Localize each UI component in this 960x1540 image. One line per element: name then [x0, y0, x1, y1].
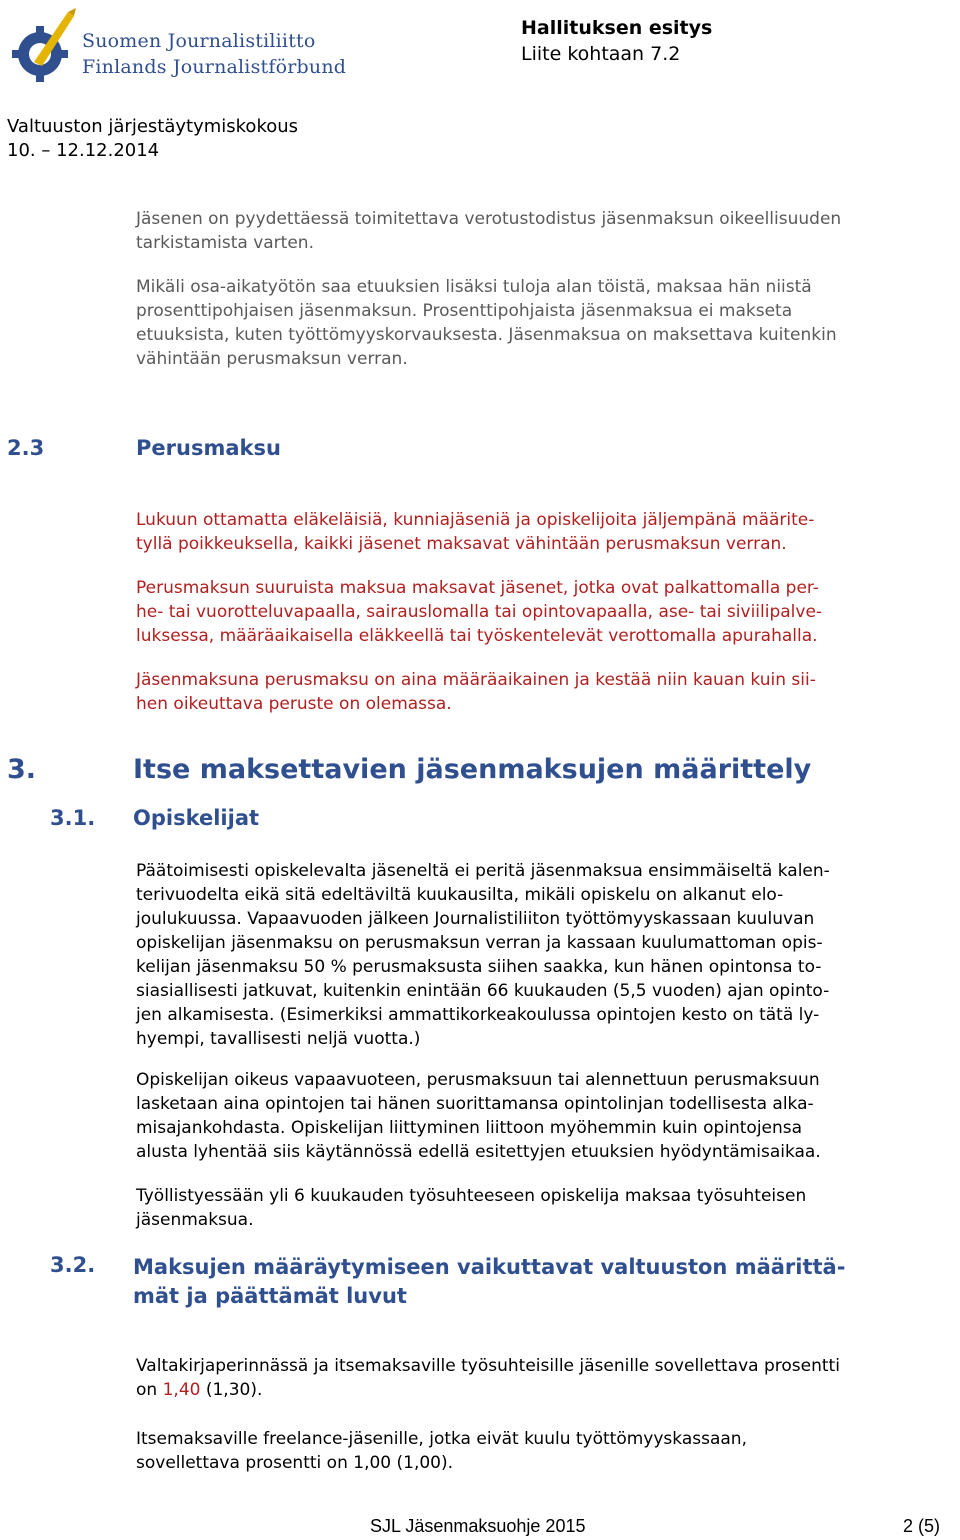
section-2-3-paragraph-2 [136, 576, 956, 648]
org-name-swedish: Finlands Journalistförbund [82, 56, 347, 78]
meeting-date: 10. – 12.12.2014 [7, 140, 160, 161]
text-line: tarkistamista varten. [136, 233, 314, 253]
text-line: hyempi, tavallisesti neljä vuotta.) [136, 1029, 421, 1049]
document-subtitle: Liite kohtaan 7.2 [521, 43, 681, 65]
text-line: Jäsenmaksuna perusmaksu on aina määräaikainen ja kestää niin kauan kuin sii- [136, 670, 816, 690]
section-2-3-paragraph-3 [136, 668, 956, 716]
text-line: Perusmaksun suuruista maksua maksavat jäsenet, jotka ovat palkattomalla per- [136, 578, 819, 598]
text-line: etuuksista, kuten työttömyyskorvauksesta. Jäsenmaksua on maksettava kuitenkin [136, 325, 837, 345]
text-line: Päätoimisesti opiskelevalta jäseneltä ei peritä jäsenmaksua ensimmäiseltä kalen- [136, 861, 830, 881]
text-line: Jäsenen on pyydettäessä toimitettava verotustodistus jäsenmaksun oikeellisuuden [136, 209, 842, 229]
section-3-1-paragraph-2 [136, 1068, 956, 1164]
text-line: vähintään perusmaksun verran. [136, 349, 408, 369]
footer-page-number: 2 (5) [903, 1516, 941, 1536]
text-line: luksessa, määräaikaisella eläkkeellä tai työskentelevät verottomalla apurahalla. [136, 626, 818, 646]
intro-paragraph-2 [136, 275, 956, 371]
text-line: Opiskelijan oikeus vapaavuoteen, perusmaksuun tai alennettuun perusmaksuun [136, 1070, 820, 1090]
text-line: sovellettava prosentti on 1,00 (1,00). [136, 1453, 454, 1473]
text-line: Mikäli osa-aikatyötön saa etuuksien lisäksi tuloja alan töistä, maksaa hän niistä [136, 277, 812, 297]
text-fragment: (1,30). [200, 1380, 263, 1400]
text-line: Lukuun ottamatta eläkeläisiä, kunniajäseniä ja opiskelijoita jäljempänä määrite- [136, 510, 815, 530]
document-title: Hallituksen esitys [521, 17, 713, 39]
section-number: 3.1. [50, 806, 96, 830]
text-line: prosenttipohjaisen jäsenmaksun. Prosenttipohjaista jäsenmaksua ei makseta [136, 301, 793, 321]
section-3-2-paragraph-2 [136, 1427, 956, 1475]
title-line: Maksujen määräytymiseen vaikuttavat valtuuston määrittä- [133, 1255, 846, 1279]
intro-paragraph-1 [136, 207, 956, 255]
text-line: tyllä poikkeuksella, kaikki jäsenet maksavat vähintään perusmaksun verran. [136, 534, 787, 554]
quill-gear-icon [12, 8, 76, 82]
text-line [136, 1378, 956, 1402]
section-title: Opiskelijat [133, 806, 260, 830]
section-title: Itse maksettavien jäsenmaksujen määrittely [133, 754, 812, 785]
section-title: Perusmaksu [136, 436, 281, 460]
section-2-3-paragraph-1 [136, 508, 956, 556]
footer-document-name: SJL Jäsenmaksuohje 2015 [370, 1516, 586, 1536]
text-line: alusta lyhentää siis käytännössä edellä esitettyjen etuuksien hyödyntämisaikaa. [136, 1142, 821, 1162]
text-line: joulukuussa. Vapaavuoden jälkeen Journalistiliiton työttömyyskassaan kuuluvan [136, 909, 815, 929]
text-line: jäsenmaksua. [136, 1210, 254, 1230]
section-number: 2.3 [7, 436, 45, 460]
text-line: kelijan jäsenmaksu 50 % perusmaksusta siihen saakka, kun hänen opintonsa to- [136, 957, 822, 977]
title-line: mät ja päättämät luvut [133, 1284, 407, 1308]
text-line: jen alkamisesta. (Esimerkiksi ammattikorkeakoulussa opintojen kesto on tätä ly- [136, 1005, 820, 1025]
text-line: he- tai vuorotteluvapaalla, sairauslomalla tai opintovapaalla, ase- tai siviilipalve- [136, 602, 823, 622]
text-line: Valtakirjaperinnässä ja itsemaksaville työsuhteisille jäsenille sovellettava prosentti [136, 1356, 840, 1376]
section-3-1-paragraph-3 [136, 1184, 956, 1232]
section-3-2-paragraph-1 [136, 1354, 956, 1402]
text-line: opiskelijan jäsenmaksu on perusmaksun verran ja kassaan kuulumattoman opis- [136, 933, 823, 953]
text-line: terivuodelta eikä sitä edeltäviltä kuukausilta, mikäli opiskelu on alkanut elo- [136, 885, 784, 905]
text-line: hen oikeuttava peruste on olemassa. [136, 694, 452, 714]
meeting-name: Valtuuston järjestäytymiskokous [7, 116, 299, 137]
text-line: lasketaan aina opintojen tai hänen suorittamansa opintolinjan todellisesta alka- [136, 1094, 814, 1114]
section-title [133, 1253, 953, 1311]
text-line: Työllistyessään yli 6 kuukauden työsuhteeseen opiskelija maksaa työsuhteisen [136, 1186, 807, 1206]
text-line: misajankohdasta. Opiskelijan liittyminen liittoon myöhemmin kuin opintojensa [136, 1118, 803, 1138]
text-fragment: on [136, 1380, 163, 1400]
section-3-1-paragraph-1 [136, 859, 956, 1051]
text-line: Itsemaksaville freelance-jäsenille, jotka eivät kuulu työttömyyskassaan, [136, 1429, 747, 1449]
section-number: 3.2. [50, 1253, 96, 1277]
text-line: siasiallisesti jatkuvat, kuitenkin enintään 66 kuukauden (5,5 vuoden) ajan opinto- [136, 981, 830, 1001]
section-number: 3. [7, 754, 37, 785]
org-name-finnish: Suomen Journalistiliitto [82, 30, 316, 52]
highlighted-percentage: 1,40 [162, 1380, 201, 1400]
